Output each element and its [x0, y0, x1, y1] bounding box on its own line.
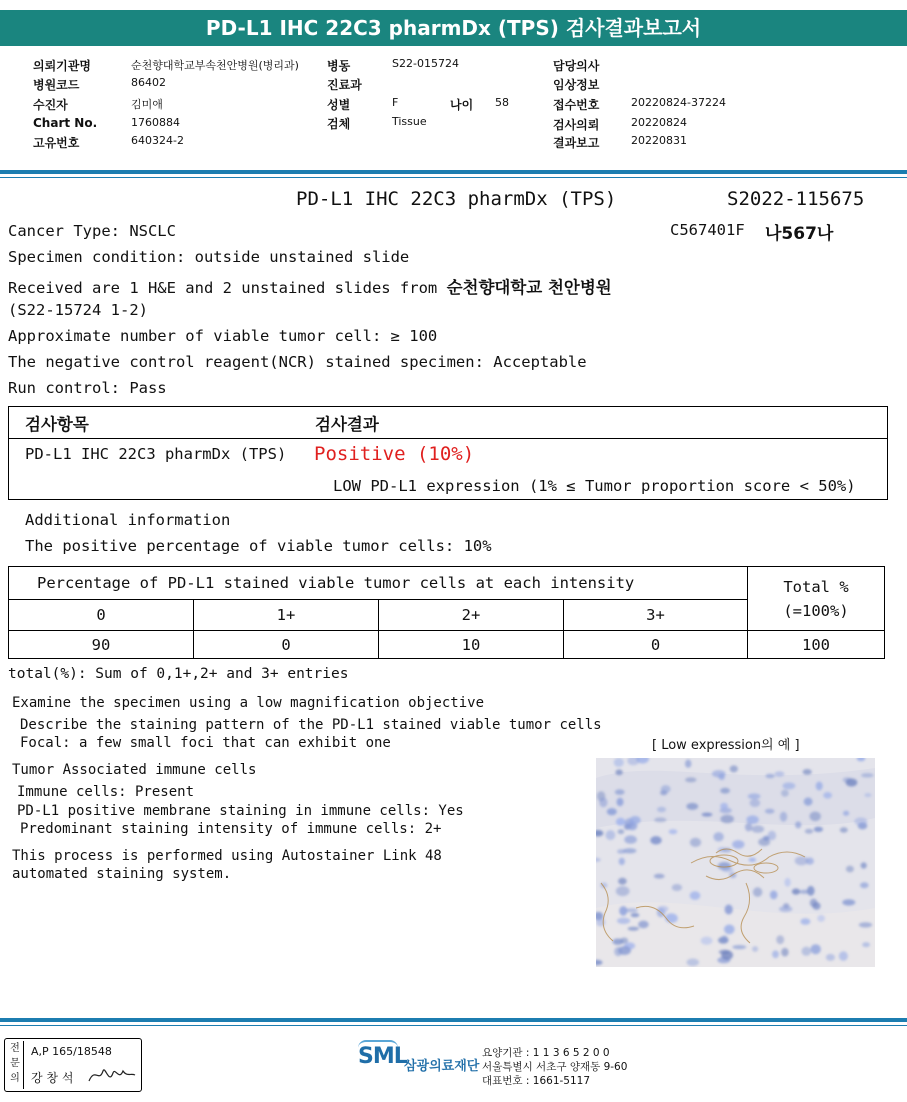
- received-prefix: Received are 1 H&E and 2 unstained slides from: [8, 279, 438, 297]
- image-caption: [ Low expression의 예 ]: [652, 738, 800, 753]
- age-value: 58: [495, 96, 509, 109]
- nucleus: [721, 935, 728, 942]
- nucleus: [713, 832, 723, 841]
- nucleus: [784, 878, 790, 887]
- nucleus: [804, 798, 813, 806]
- nucleus: [628, 927, 639, 931]
- note-process-1: This process is performed using Autostainer Link 48: [12, 848, 442, 864]
- request-value: 20220824: [631, 116, 687, 129]
- nucleus: [672, 884, 682, 891]
- nucleus: [730, 765, 738, 772]
- nucleus: [617, 918, 630, 924]
- stamp-line-2: 강 창 석: [31, 1071, 74, 1085]
- result-expression: LOW PD-L1 expression (1% ≤ Tumor proportion score < 50%): [333, 477, 856, 495]
- nucleus: [732, 945, 746, 949]
- nucleus: [685, 760, 691, 768]
- nucleus: [630, 816, 641, 824]
- nucleus: [654, 874, 665, 879]
- table-values-row: [9, 631, 885, 659]
- nucleus: [617, 798, 624, 806]
- nucleus: [685, 777, 696, 782]
- sex-label: 성별: [327, 98, 351, 112]
- nucleus: [599, 798, 607, 808]
- additional-title: Additional information: [25, 511, 231, 529]
- table-note: total(%): Sum of 0,1+,2+ and 3+ entries: [8, 666, 349, 682]
- report-date-label: 결과보고: [553, 136, 600, 150]
- org-info-3: 대표번호 : 1661-5117: [482, 1075, 591, 1087]
- nucleus: [702, 813, 713, 817]
- unique-value: 640324-2: [131, 134, 184, 147]
- nucleus: [720, 803, 728, 810]
- nucleus: [620, 938, 628, 944]
- nucleus: [864, 793, 871, 797]
- stamp-line-1: A,P 165/18548: [31, 1045, 112, 1058]
- specimen-code-2: 나567나: [765, 224, 834, 244]
- nucleus: [712, 770, 726, 777]
- nucleus: [842, 899, 855, 905]
- col-intensity-0: 0: [9, 600, 194, 631]
- nucleus: [768, 831, 776, 841]
- org-info-1: 요양기관 : 1 1 3 6 5 2 0 0: [482, 1047, 610, 1059]
- nucleus: [859, 922, 872, 927]
- col-test-item-header: 검사항목: [25, 415, 89, 434]
- result-positive: Positive (10%): [314, 443, 475, 465]
- received-line: [8, 274, 612, 298]
- specimen-label: 검체: [327, 117, 351, 131]
- nucleus: [800, 918, 810, 925]
- report-title: PD-L1 IHC 22C3 pharmDx (TPS) 검사결과보고서: [0, 10, 907, 46]
- nucleus: [816, 782, 823, 791]
- nucleus: [860, 882, 869, 888]
- nucleus: [690, 838, 701, 847]
- nucleus: [619, 858, 625, 865]
- nucleus: [781, 948, 788, 957]
- nucleus: [805, 829, 813, 834]
- col-intensity-2: 2+: [379, 600, 564, 631]
- nucleus: [624, 835, 637, 843]
- sex-value: F: [392, 96, 399, 109]
- note-describe: Describe the staining pattern of the PD-L1 stained viable tumor cells: [20, 717, 602, 733]
- institution-value: 순천향대학교부속천안병원(병리과): [131, 59, 299, 72]
- nucleus: [862, 942, 870, 947]
- chart-label: Chart No.: [33, 116, 98, 130]
- nucleus: [779, 906, 792, 912]
- nucleus: [701, 937, 713, 945]
- value-intensity-3: 0: [564, 631, 748, 659]
- nucleus: [817, 915, 825, 922]
- col-intensity-3: 3+: [564, 600, 748, 631]
- org-info-2: 서울특별시 서초구 양재동 9-60: [482, 1061, 628, 1073]
- age-label: 나이: [450, 98, 474, 112]
- report-date-value: 20220831: [631, 134, 687, 147]
- nucleus: [724, 925, 735, 935]
- nucleus: [846, 779, 858, 787]
- nucleus: [596, 918, 605, 926]
- nucleus: [722, 848, 731, 853]
- intensity-table: [8, 566, 885, 659]
- nucleus: [854, 817, 867, 825]
- nucleus: [823, 792, 832, 799]
- nucleus: [814, 827, 823, 832]
- nucleus: [746, 815, 758, 824]
- value-total: 100: [748, 631, 885, 659]
- test-name: PD-L1 IHC 22C3 pharmDx (TPS): [296, 188, 617, 210]
- intensity-header: Percentage of PD-L1 stained viable tumor cells at each intensity: [9, 567, 748, 600]
- nucleus: [774, 771, 784, 776]
- pathologist-stamp: [4, 1038, 142, 1092]
- nucleus: [826, 954, 835, 961]
- nucleus: [783, 782, 796, 789]
- nucleus: [720, 815, 734, 824]
- stamp-vertical-label: 전문의: [7, 1041, 24, 1089]
- nucleus: [751, 825, 764, 832]
- specimen-value: Tissue: [392, 115, 427, 128]
- received-hospital: 순천향대학교 천안병원: [446, 278, 612, 297]
- nucleus: [618, 946, 631, 955]
- nucleus: [669, 829, 678, 834]
- nucleus: [650, 836, 661, 844]
- specimen-condition: Specimen condition: outside unstained slide: [8, 248, 410, 266]
- nucleus: [732, 840, 744, 849]
- note-examine: Examine the specimen using a low magnification objective: [12, 695, 485, 711]
- nucleus: [720, 788, 730, 794]
- nucleus: [687, 959, 700, 967]
- value-intensity-2: 10: [379, 631, 564, 659]
- nucleus: [725, 905, 733, 915]
- chart-value: 1760884: [131, 116, 180, 129]
- total-header-2: (=100%): [783, 601, 849, 620]
- col-result-header: 검사결과: [315, 415, 379, 434]
- nucleus: [686, 803, 698, 810]
- result-box-divider: [9, 438, 887, 439]
- ward-label: 병동: [327, 59, 351, 73]
- nucleus: [781, 790, 789, 797]
- nucleus: [861, 862, 867, 868]
- nucleus: [618, 878, 627, 885]
- report-id: S2022-115675: [727, 188, 865, 210]
- nucleus: [776, 935, 784, 944]
- ncr-line: The negative control reagent(NCR) stained specimen: Acceptable: [8, 353, 587, 371]
- note-immune-present: Immune cells: Present: [17, 784, 195, 800]
- unique-label: 고유번호: [33, 136, 80, 150]
- nucleus: [657, 807, 666, 813]
- patient-value: 김미애: [131, 98, 163, 111]
- viable-cells: Approximate number of viable tumor cell: ≥ 100: [8, 327, 438, 345]
- received-ref: (S22-15724 1-2): [8, 301, 148, 319]
- nucleus: [766, 774, 775, 779]
- note-process-2: automated staining system.: [12, 866, 232, 882]
- result-box: [8, 406, 888, 500]
- nucleus: [840, 827, 848, 832]
- nucleus: [765, 809, 775, 814]
- nucleus: [795, 856, 809, 865]
- result-test-item: PD-L1 IHC 22C3 pharmDx (TPS): [25, 445, 287, 463]
- nucleus: [843, 811, 849, 816]
- request-label: 검사의뢰: [553, 118, 600, 132]
- nucleus: [792, 889, 800, 895]
- nucleus: [614, 758, 624, 767]
- sml-logo: [358, 1044, 407, 1069]
- nucleus: [807, 886, 815, 896]
- institution-label: 의뢰기관명: [33, 59, 91, 73]
- nucleus: [772, 950, 779, 958]
- sml-logo-arc-icon: [358, 1040, 398, 1048]
- doctor-label: 담당의사: [553, 59, 600, 73]
- value-intensity-1: 0: [194, 631, 379, 659]
- signature-icon: [87, 1063, 137, 1087]
- nucleus: [861, 773, 874, 777]
- nucleus: [607, 808, 617, 815]
- table-header-row: [9, 567, 885, 600]
- nucleus: [661, 785, 671, 793]
- nucleus: [752, 946, 758, 952]
- nucleus: [750, 799, 761, 807]
- nucleus: [811, 944, 821, 954]
- hospital-code-value: 86402: [131, 76, 166, 89]
- nucleus: [616, 818, 625, 826]
- nucleus: [748, 793, 761, 799]
- nucleus: [654, 818, 666, 823]
- receipt-label: 접수번호: [553, 98, 600, 112]
- header-divider-thin: [0, 177, 907, 178]
- specimen-image: [596, 758, 875, 967]
- nucleus: [802, 947, 812, 956]
- nucleus: [617, 849, 626, 854]
- footer-divider-thin: [0, 1025, 907, 1026]
- clinical-label: 임상정보: [553, 78, 600, 92]
- nucleus: [810, 812, 821, 822]
- specimen-code: C567401F: [670, 221, 745, 239]
- nucleus: [846, 866, 854, 873]
- nucleus: [795, 821, 801, 828]
- nucleus: [615, 789, 625, 795]
- nucleus: [665, 913, 678, 923]
- nucleus: [618, 829, 625, 834]
- nucleus: [753, 887, 762, 897]
- cancer-type: Cancer Type: NSCLC: [8, 222, 176, 240]
- nucleus: [619, 906, 627, 916]
- nucleus: [839, 951, 848, 961]
- note-intensity: Predominant staining intensity of immune cells: 2+: [20, 821, 442, 837]
- ward-value: S22-015724: [392, 57, 459, 70]
- nucleus: [631, 913, 640, 917]
- patient-label: 수진자: [33, 98, 68, 112]
- nucleus: [810, 899, 818, 907]
- org-name: 삼광의료재단: [404, 1059, 480, 1074]
- nucleus: [749, 858, 756, 862]
- total-header: [748, 567, 885, 631]
- total-header-1: Total %: [783, 577, 849, 596]
- nucleus: [745, 823, 752, 832]
- specimen-image-svg: [596, 758, 875, 967]
- additional-text: The positive percentage of viable tumor cells: 10%: [25, 537, 492, 555]
- nucleus: [616, 886, 630, 896]
- header-divider: [0, 170, 907, 174]
- sml-logo-text: SML: [358, 1044, 407, 1069]
- nucleus: [722, 868, 733, 873]
- nucleus: [719, 950, 730, 954]
- run-control: Run control: Pass: [8, 379, 167, 397]
- note-tumor-assoc: Tumor Associated immune cells: [12, 762, 257, 778]
- hospital-code-label: 병원코드: [33, 78, 80, 92]
- note-focal: Focal: a few small foci that can exhibit one: [20, 735, 391, 751]
- receipt-value: 20220824-37224: [631, 96, 726, 109]
- dept-label: 진료과: [327, 78, 362, 92]
- nucleus: [770, 891, 778, 900]
- value-intensity-0: 90: [9, 631, 194, 659]
- footer-divider: [0, 1018, 907, 1022]
- col-intensity-1: 1+: [194, 600, 379, 631]
- nucleus: [638, 921, 649, 929]
- nucleus: [803, 769, 812, 775]
- nucleus: [690, 891, 701, 900]
- nucleus: [615, 769, 622, 775]
- nucleus: [606, 830, 616, 840]
- note-membrane: PD-L1 positive membrane staining in immune cells: Yes: [17, 803, 464, 819]
- nucleus: [780, 812, 787, 822]
